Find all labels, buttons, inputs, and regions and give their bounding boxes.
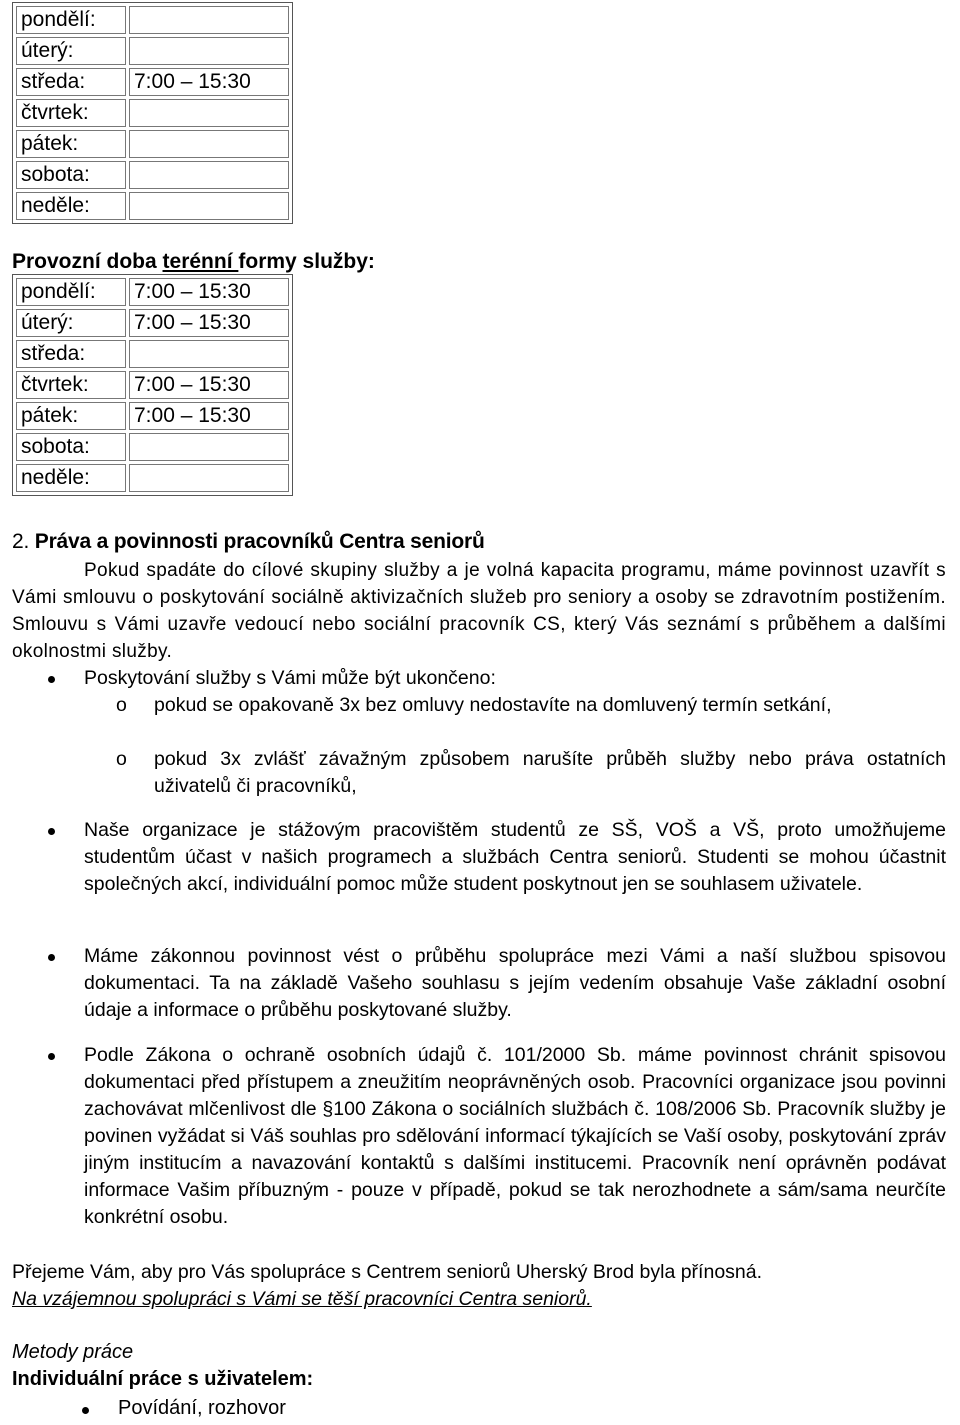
section-number: 2. — [12, 530, 30, 553]
schedule-row — [16, 6, 289, 34]
schedule-row — [16, 68, 289, 96]
methods-subtitle: Individuální práce s uživatelem: — [12, 1368, 314, 1390]
heading-post: formy služby: — [238, 250, 375, 273]
day-cell: čtvrtek: — [16, 99, 126, 127]
time-cell — [129, 161, 289, 189]
section-title: Práva a povinnosti pracovníků Centra seniorů — [34, 530, 485, 553]
day-cell: pátek: — [16, 130, 126, 158]
time-cell — [129, 433, 289, 461]
section-2-heading — [12, 530, 485, 554]
bullet-dot — [48, 1053, 55, 1060]
schedule-row — [16, 464, 289, 492]
day-cell: středa: — [16, 340, 126, 368]
day-cell: středa: — [16, 68, 126, 96]
bullet-dot — [48, 954, 55, 961]
bullet-text: Poskytování služby s Vámi může být ukončeno: — [84, 667, 496, 689]
bullet-text: Máme zákonnou povinnost vést o průběhu spolupráce mezi Vámi a naší službou spisovou dokumentaci. Ta na základě Vašeho souhlasu s jejím vedením obsahuje Vaše základní osobní údaje a informace o průběhu poskytované služby. — [84, 945, 946, 1021]
time-cell: 7:00 – 15:30 — [129, 309, 289, 337]
closing-wish: Přejeme Vám, aby pro Vás spolupráce s Centrem seniorů Uherský Brod byla přínosná. — [12, 1261, 763, 1283]
intro-text: Pokud spadáte do cílové skupiny služby a je volná kapacita programu, máme povinnost uzavřít s Vámi smlouvu o poskytování sociálně aktivizačních služeb pro seniory a osoby se zdravotním postižením. Smlouvu s Vámi uzavře vedoucí nebo sociální pracovník CS, který Vás seznámí s průběhem a dalšími okolnostmi služby. — [12, 560, 946, 662]
time-cell: 7:00 – 15:30 — [129, 402, 289, 430]
schedule-table-center — [12, 2, 293, 224]
closing-italic: Na vzájemnou spolupráci s Vámi se těší pracovníci Centra seniorů. — [12, 1288, 592, 1310]
sub-bullet-mark: o — [116, 694, 127, 716]
schedule-row — [16, 130, 289, 158]
sub-item-text: pokud se opakovaně 3x bez omluvy nedostavíte na domluvený termín setkání, — [154, 694, 832, 716]
day-cell: čtvrtek: — [16, 371, 126, 399]
day-cell: úterý: — [16, 37, 126, 65]
sub-bullet-mark: o — [116, 748, 127, 770]
time-cell — [129, 130, 289, 158]
schedule-table-terrain — [12, 274, 293, 496]
methods-title: Metody práce — [12, 1341, 134, 1363]
day-cell: pondělí: — [16, 6, 126, 34]
closing-signoff — [12, 1286, 946, 1313]
day-cell: pondělí: — [16, 278, 126, 306]
schedule-row — [16, 99, 289, 127]
bullet-dot — [48, 828, 55, 835]
schedule-row — [16, 402, 289, 430]
time-cell — [129, 6, 289, 34]
time-cell — [129, 99, 289, 127]
day-cell: neděle: — [16, 464, 126, 492]
bullet-dot — [48, 676, 55, 683]
day-cell: sobota: — [16, 433, 126, 461]
day-cell: pátek: — [16, 402, 126, 430]
bullet-dot — [82, 1407, 89, 1414]
sub-item-text: pokud 3x zvlášť závažným způsobem narušíte průběh služby nebo práva ostatních uživatelů či pracovníků, — [154, 748, 946, 797]
schedule-row — [16, 309, 289, 337]
heading-underlined: terénní — [162, 250, 239, 273]
schedule-row — [16, 37, 289, 65]
time-cell — [129, 37, 289, 65]
time-cell — [129, 340, 289, 368]
day-cell: úterý: — [16, 309, 126, 337]
schedule-row — [16, 433, 289, 461]
day-cell: sobota: — [16, 161, 126, 189]
heading-pre: Provozní doba — [12, 250, 163, 273]
terrain-hours-heading — [12, 250, 375, 274]
intro-paragraph — [12, 557, 946, 665]
schedule-row — [16, 371, 289, 399]
bullet-text: Naše organizace je stážovým pracovištěm studentů ze SŠ, VOŠ a VŠ, proto umožňujeme studentům účast v našich programech a službách Centra seniorů. Studenti se mohou účastnit společných akcí, individuální pomoc může student poskytnout jen se souhlasem uživatele. — [84, 819, 946, 895]
schedule-row — [16, 192, 289, 220]
schedule-row — [16, 161, 289, 189]
time-cell — [129, 464, 289, 492]
schedule-row — [16, 278, 289, 306]
time-cell: 7:00 – 15:30 — [129, 371, 289, 399]
day-cell: neděle: — [16, 192, 126, 220]
methods-item-text: Povídání, rozhovor — [118, 1397, 286, 1419]
time-cell: 7:00 – 15:30 — [129, 278, 289, 306]
time-cell: 7:00 – 15:30 — [129, 68, 289, 96]
bullet-text: Podle Zákona o ochraně osobních údajů č. 101/2000 Sb. máme povinnost chránit spisovou dokumentaci před přístupem a zneužitím neoprávněných osob. Pracovníci organizace jsou povinni zachovávat mlčenlivost dle §100 Zákona o sociálních službách č. 108/2006 Sb. Pracovník služby je povinen vyžádat si Váš souhlas pro sdělování informací týkajících se Vaší osoby, poskytování zpráv jiným institucím a navazování kontaktů s dalšími institucemi. Pracovník není oprávněn podávat informace Vašim příbuzným - pouze v případě, pokud se tak nerozhodnete a sám/sama neurčíte konkrétní osobu. — [84, 1044, 946, 1228]
schedule-row — [16, 340, 289, 368]
time-cell — [129, 192, 289, 220]
